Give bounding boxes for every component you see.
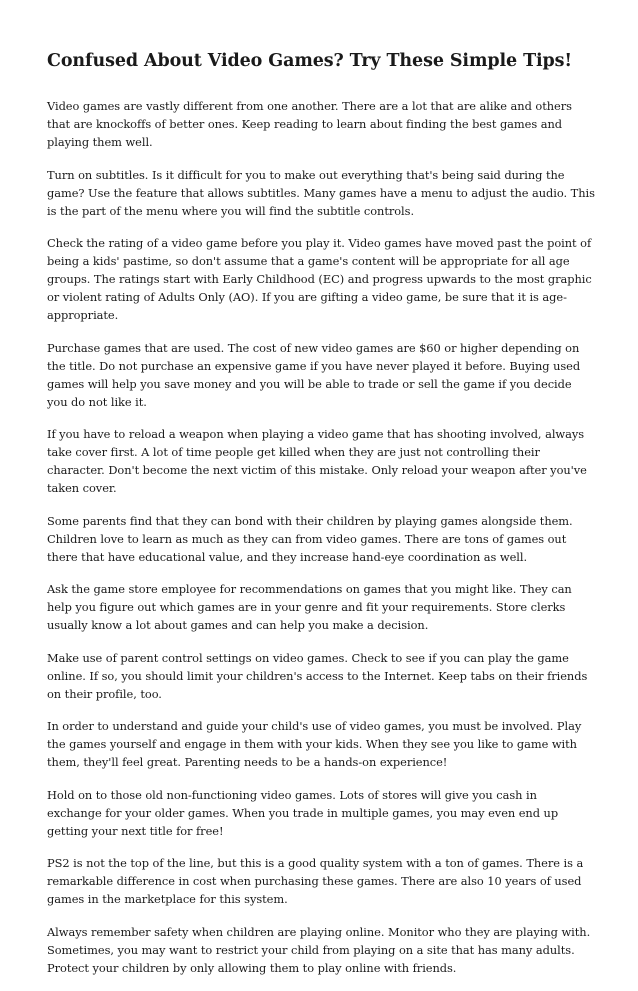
paragraph-intro: Video games are vastly different from one another. There are a lot that are alike and others that are knockoffs of better ones. Keep reading to learn about finding the best games and playing them well. (47, 99, 572, 149)
paragraph-bonding: Some parents find that they can bond with their children by playing games alongside them. Children love to learn as much as they can from video games. There are tons of games out there that have educational value, and they increase hand-eye coordination as well. (47, 513, 573, 564)
paragraph-ratings: Check the rating of a video game before you play it. Video games have moved past the point of being a kids' pastime, so don't assume that a game's content will be appropriate for all age groups. The ratings start with Early Childhood (EC) and progress upwards to the most graphic or violent rating of Adults Only (AO). If you are gifting a video game, be sure that it is age-appropriate. (47, 236, 592, 322)
document-page (47, 50, 595, 991)
paragraph-reload-cover: If you have to reload a weapon when playing a video game that has shooting involved, always take cover first. A lot of time people get killed when they are just not controlling their character. Don't become the next victim of this mistake. Only reload your weapon after you've taken cover. (47, 427, 587, 495)
paragraph-store-employee: Ask the game store employee for recommendations on games that you might like. They can help you figure out which games are in your genre and fit your requirements. Store clerks usually know a lot about games and can help you make a decision. (47, 582, 572, 632)
paragraph-ps2: PS2 is not the top of the line, but this is a good quality system with a ton of games. There is a remarkable difference in cost when purchasing these games. There are also 10 years of used games in the marketplace for this system. (47, 856, 584, 906)
document-title: Confused About Video Games? Try These Simple Tips! (47, 51, 573, 71)
paragraph-online-safety: Always remember safety when children are playing online. Monitor who they are playing with. Sometimes, you may want to restrict your child from playing on a site that has many adults. Protect your children by only allowing them to play online with friends. (47, 924, 591, 975)
paragraph-trade-in: Hold on to those old non-functioning video games. Lots of stores will give you cash in exchange for your older games. When you trade in multiple games, you may even end up getting your next title for free! (47, 787, 559, 838)
paragraph-used-games: Purchase games that are used. The cost of new video games are $60 or higher depending on the title. Do not purchase an expensive game if you have never played it before. Buying used games will help you save money and you will be able to trade or sell the game if you decide you do not like it. (47, 340, 581, 409)
paragraph-parental-controls: Make use of parent control settings on video games. Check to see if you can play the game online. If so, you should limit your children's access to the Internet. Keep tabs on their friends on their profile, too. (47, 650, 588, 701)
paragraph-subtitles: Turn on subtitles. Is it difficult for you to make out everything that's being said during the game? Use the feature that allows subtitles. Many games have a menu to adjust the audio. This is the part of the menu where you will find the subtitle controls. (47, 167, 595, 218)
paragraph-involvement: In order to understand and guide your child's use of video games, you must be involved. Play the games yourself and engage in them with your kids. When they see you like to game with them, they'll feel great. Parenting needs to be a hands-on experience! (47, 719, 582, 769)
